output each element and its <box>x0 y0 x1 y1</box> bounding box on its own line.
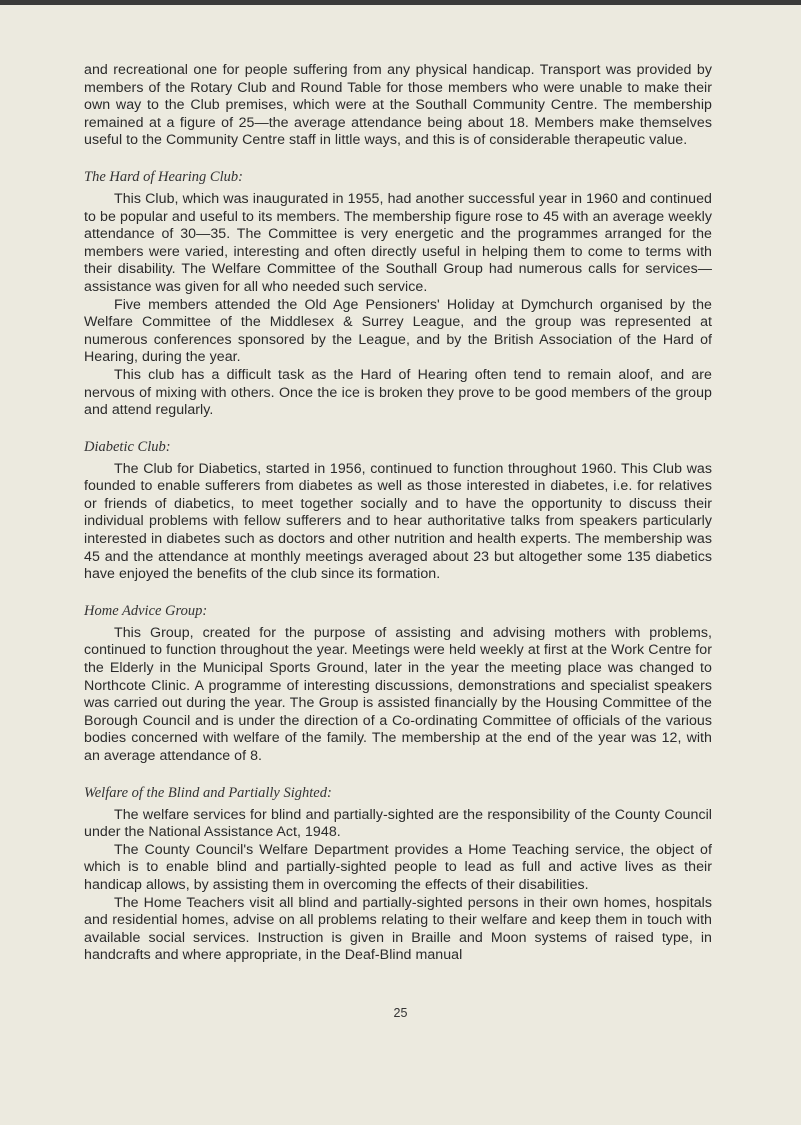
section-diabetic-club <box>84 438 712 584</box>
section-paragraph: The Club for Diabetics, started in 1956, continued to function throughout 1960. This Club was founded to enable sufferers from diabetes as well as those interested in diabetes, i.e. for relatives or friends of diabetics, to meet together socially and to have the opportunity to discuss their individual problems with fellow sufferers and to hear authoritative talks from speakers particularly interested in diabetes such as doctors and other nutrition and health experts. The membership was 45 and the attendance at monthly meetings averaged about 23 but altogether some 135 diabetics have enjoyed the benefits of the club since its formation. <box>84 460 712 583</box>
section-paragraph: Five members attended the Old Age Pensioners' Holiday at Dymchurch organised by the Welfare Committee of the Middlesex & Surrey League, and the group was represented at numerous conferences sponsored by the League, and by the British Association of the Hard of Hearing, during the year. <box>84 296 712 366</box>
section-heading: Diabetic Club: <box>84 438 171 455</box>
section-home-advice-group <box>84 602 712 766</box>
intro-paragraph: and recreational one for people suffering from any physical handicap. Transport was provided by members of the Rotary Club and Round Table for those members who were unable to make their own way to the Club premises, which were at the Southall Community Centre. The membership remained at a figure of 25—the average attendance being about 18. Members make themselves useful to the Community Centre staff in little ways, and this is of considerable therapeutic value. <box>84 62 712 149</box>
document-page <box>84 62 712 965</box>
section-paragraph: This Group, created for the purpose of assisting and advising mothers with problems, continued to function throughout the year. Meetings were held weekly at first at the Work Centre for the Elderly in the Municipal Sports Ground, later in the year the meeting place was changed to Northcote Clinic. A programme of interesting discussions, demonstrations and specialist speakers was carried out during the year. The Group is assisted financially by the Housing Committee of the Borough Council and is under the direction of a Co-ordinating Committee of officials of the various bodies concerned with welfare of the family. The membership at the end of the year was 12, with an average attendance of 8. <box>84 624 712 764</box>
section-paragraph: The County Council's Welfare Department provides a Home Teaching service, the object of which is to enable blind and partially-sighted people to lead as full and active lives as their handicap allows, by assisting them in overcoming the effects of their disabilities. <box>84 841 712 893</box>
section-paragraph: The welfare services for blind and partially-sighted are the responsibility of the County Council under the National Assistance Act, 1948. <box>84 806 712 841</box>
section-paragraph: This club has a difficult task as the Hard of Hearing often tend to remain aloof, and are nervous of mixing with others. Once the ice is broken they prove to be good members of the group and attend regularly. <box>84 366 712 419</box>
section-paragraph: The Home Teachers visit all blind and partially-sighted persons in their own homes, hospitals and residential homes, advise on all problems relating to their welfare and keep them in touch with available social services. Instruction is given in Braille and Moon systems of raised type, in handcrafts and where appropriate, in the Deaf-Blind manual <box>84 894 712 964</box>
section-heading: Welfare of the Blind and Partially Sighted: <box>84 784 332 801</box>
section-paragraph: This Club, which was inaugurated in 1955, had another successful year in 1960 and continued to be popular and useful to its members. The membership figure rose to 45 with an average weekly attendance of 30—35. The Committee is very energetic and the programmes arranged for the members were varied, interesting and often directly useful in helping them to come to terms with their disability. The Welfare Committee of the Southall Group had numerous calls for services—assistance was given for all who needed such service. <box>84 190 712 295</box>
section-heading: Home Advice Group: <box>84 602 208 619</box>
section-welfare-of-the-blind <box>84 784 712 965</box>
section-heading: The Hard of Hearing Club: <box>84 168 243 185</box>
page-number: 25 <box>393 1006 408 1020</box>
scan-top-edge <box>0 0 801 5</box>
section-hard-of-hearing-club <box>84 168 712 420</box>
